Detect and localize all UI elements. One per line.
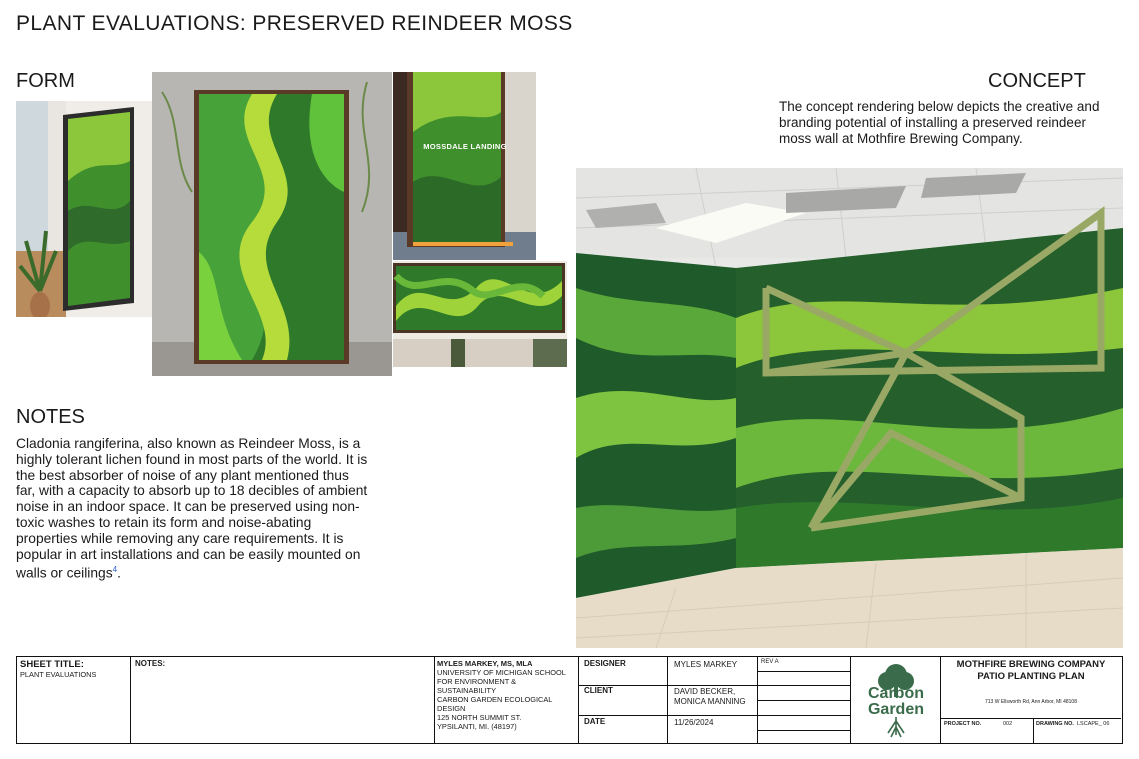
moss-frame-photo-1 — [16, 101, 152, 317]
form-heading: FORM — [16, 70, 75, 92]
notes-end: . — [117, 565, 121, 581]
footnote-ref[interactable]: 4 — [112, 565, 118, 575]
designer-value: MYLES MARKEY — [674, 660, 738, 669]
notes-paragraph — [16, 436, 368, 582]
drawing-no-value: LSCAPE_ 06 — [1077, 721, 1110, 727]
revision-cell — [758, 657, 851, 743]
title-block — [16, 656, 1123, 744]
mossdale-sign-text: MOSSDALE LANDING — [423, 142, 507, 151]
project-name-1: MOTHFIRE BREWING COMPANY — [956, 659, 1106, 670]
client-value-2: MONICA MANNING — [674, 697, 746, 706]
client-value-1: DAVID BECKER, — [674, 687, 736, 696]
moss-sign-photo — [393, 72, 536, 260]
designer-line-6: 125 NORTH SUMMIT ST. — [437, 713, 522, 722]
concept-description: The concept rendering below depicts the creative and branding potential of installing a preserved reindeer moss wall at Mothfire Brewing Company. — [779, 99, 1100, 146]
drawing-no-label: DRAWING NO. — [1036, 721, 1074, 727]
project-name-2: PATIO PLANTING PLAN — [977, 671, 1085, 682]
designer-label: DESIGNER — [584, 659, 626, 668]
date-value: 11/26/2024 — [674, 718, 714, 727]
designer-line-2: FOR ENVIRONMENT & — [437, 677, 517, 686]
concept-rendering — [576, 168, 1123, 648]
project-no-value: 002 — [1003, 721, 1013, 727]
designer-line-7: YPSILANTI, MI. (48197) — [437, 722, 517, 731]
date-label: DATE — [584, 717, 606, 726]
project-no-label: PROJECT NO. — [944, 721, 982, 727]
sheet-title-value: PLANT EVALUATIONS — [20, 670, 97, 679]
sheet-title-label: SHEET TITLE: — [20, 659, 84, 670]
project-cell — [941, 657, 1121, 743]
designer-line-1: UNIVERSITY OF MICHIGAN SCHOOL — [437, 668, 566, 677]
revision-label: REV A — [761, 659, 779, 665]
notes-cell — [131, 657, 435, 743]
labels-cell — [579, 657, 668, 743]
designer-info-cell — [435, 657, 579, 743]
client-label: CLIENT — [584, 686, 613, 695]
moss-frame-photo-2 — [152, 72, 392, 376]
sheet-title-cell — [17, 657, 131, 743]
logo-text-garden: Garden — [867, 701, 924, 718]
notes-label: NOTES: — [135, 659, 166, 668]
designer-line-4: CARBON GARDEN ECOLOGICAL — [437, 695, 553, 704]
concept-heading: CONCEPT — [988, 70, 1086, 92]
notes-heading: NOTES — [16, 406, 85, 428]
values-cell — [668, 657, 758, 743]
designer-line-5: DESIGN — [437, 704, 466, 713]
designer-credentials: MYLES MARKEY, MS, MLA — [437, 659, 533, 668]
project-address: 713 W Ellsworth Rd, Ann Arbor, MI 48108 — [985, 699, 1077, 705]
logo-cell — [851, 657, 941, 743]
page-title: PLANT EVALUATIONS: PRESERVED REINDEER MOSS — [16, 12, 573, 35]
designer-line-3: SUSTAINABILITY — [437, 686, 497, 695]
logo-text-carbon: Carbon — [868, 685, 924, 702]
notes-body: Cladonia rangiferina, also known as Reindeer Moss, is a highly tolerant lichen found in most parts of the world. It is the best absorber of noise of any plant mentioned thus far, with a capacity to absorb up to 18 decibles of ambient noise in an indoor space. It can be preserved using non-toxic washes to retain its form and noise-abating properties while removing any care requirements. It is popular in art installations and can be easily mounted on walls or ceilings — [16, 436, 368, 581]
moss-panel-photo — [393, 261, 567, 367]
